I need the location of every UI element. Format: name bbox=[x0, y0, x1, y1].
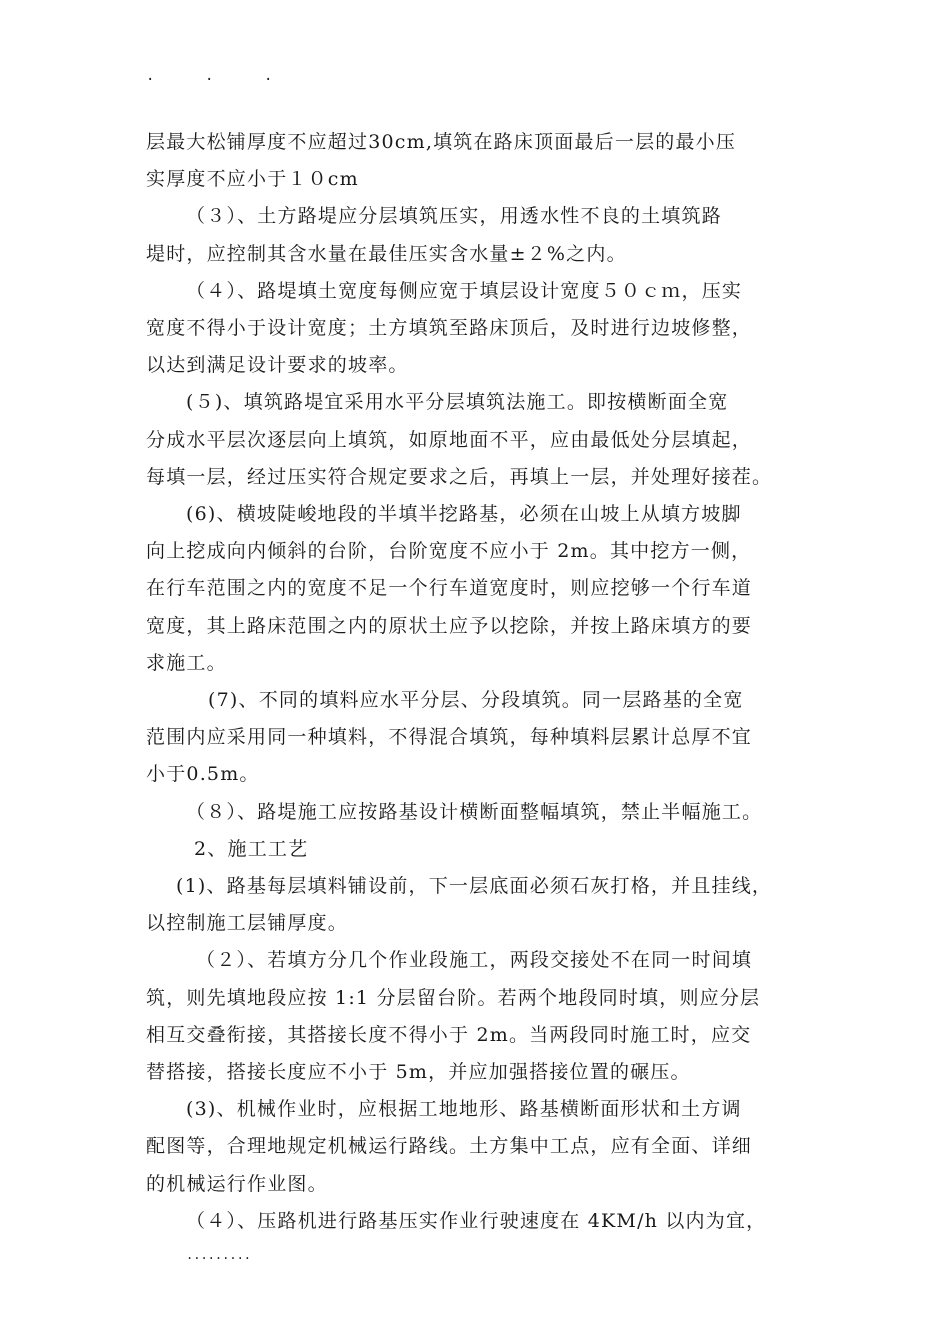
text-line: 求施工。 bbox=[146, 651, 227, 674]
text-line: 宽度，其上路床范围之内的原状土应予以挖除，并按上路床填方的要 bbox=[146, 614, 753, 637]
text-line: (7)、不同的填料应水平分层、分段填筑。同一层路基的全宽 bbox=[208, 689, 744, 712]
text-line: （８）、路堤施工应按路基设计横断面整幅填筑，禁止半幅施工。 bbox=[186, 800, 763, 823]
text-line: 以控制施工层铺厚度。 bbox=[146, 912, 349, 935]
text-line: 范围内应采用同一种填料，不得混合填筑，每种填料层累计总厚不宜 bbox=[146, 726, 753, 749]
text-line: (1)、路基每层填料铺设前，下一层底面必须石灰打格，并且挂线， bbox=[176, 875, 773, 898]
text-line: 分成水平层次逐层向上填筑，如原地面不平，应由最低处分层填起， bbox=[146, 428, 753, 451]
text-line: 的机械运行作业图。 bbox=[146, 1172, 328, 1195]
text-line: 筑，则先填地段应按 1:1 分层留台阶。若两个地段同时填，则应分层 bbox=[146, 986, 761, 1009]
header-dots: . . . bbox=[146, 68, 273, 84]
text-line: 堤时，应控制其含水量在最佳压实含水量±２%之内。 bbox=[146, 242, 627, 265]
text-line: (５)、填筑路堤宜采用水平分层填筑法施工。即按横断面全宽 bbox=[186, 391, 729, 414]
text-line: 以达到满足设计要求的坡率。 bbox=[146, 354, 409, 377]
text-line: （３）、土方路堤应分层填筑压实，用透水性不良的土填筑路 bbox=[186, 205, 722, 228]
text-line: 2、施工工艺 bbox=[194, 837, 309, 860]
text-line: 宽度不得小于设计宽度；土方填筑至路床顶后，及时进行边坡修整， bbox=[146, 317, 753, 340]
text-line: 在行车范围之内的宽度不足一个行车道宽度时，则应挖够一个行车道 bbox=[146, 577, 753, 600]
text-line: 小于0.5m。 bbox=[146, 763, 260, 786]
text-line: (3)、机械作业时，应根据工地地形、路基横断面形状和土方调 bbox=[186, 1098, 742, 1121]
text-line: （２）、若填方分几个作业段施工，两段交接处不在同一时间填 bbox=[196, 949, 753, 972]
text-line: 配图等，合理地规定机械运行路线。土方集中工点，应有全面、详细 bbox=[146, 1135, 753, 1158]
text-line: （４）、压路机进行路基压实作业行驶速度在 4KM/h 以内为宜， bbox=[186, 1209, 767, 1232]
text-line: （４）、路堤填土宽度每侧应宽于填层设计宽度５０ｃｍ，压实 bbox=[186, 279, 743, 302]
text-line: 向上挖成向内倾斜的台阶，台阶宽度不应小于 2m。其中挖方一侧， bbox=[146, 540, 752, 563]
document-body bbox=[146, 124, 826, 1240]
text-line: (6)、横坡陡峻地段的半填半挖路基，必须在山坡上从填方坡脚 bbox=[186, 503, 742, 526]
text-line: 相互交叠衔接，其搭接长度不得小于 2m。当两段同时施工时，应交 bbox=[146, 1023, 752, 1046]
text-line: 替搭接，搭接长度应不小于 5m，并应加强搭接位置的碾压。 bbox=[146, 1061, 691, 1084]
footer-dots: ......... bbox=[186, 1248, 252, 1262]
text-line: 每填一层，经过压实符合规定要求之后，再填上一层，并处理好接茬。 bbox=[146, 465, 773, 488]
text-line: 实厚度不应小于１０cm bbox=[146, 168, 359, 191]
text-line: 层最大松铺厚度不应超过30cm,填筑在路床顶面最后一层的最小压 bbox=[146, 131, 737, 153]
